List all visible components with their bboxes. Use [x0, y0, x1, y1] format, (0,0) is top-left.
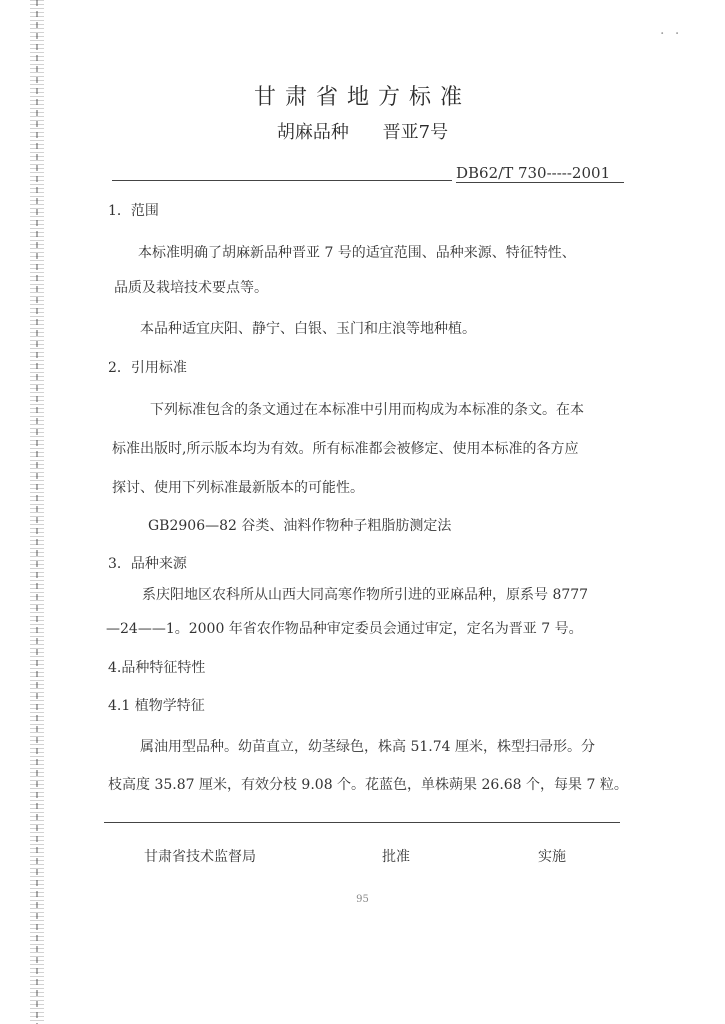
header-rule-left	[112, 180, 452, 181]
section-1-para-2-line-1: 本品种适宜庆阳、静宁、白银、玉门和庄浪等地种植。	[140, 321, 476, 337]
section-2-reference: GB2906—82 谷类、油料作物种子粗脂肪测定法	[148, 518, 452, 534]
section-2-para-1-line-2: 标准出版时,所示版本均为有效。所有标准都会被修定、使用本标准的各方应	[112, 441, 579, 457]
standard-code: DB62/T 730-----2001	[456, 164, 611, 182]
section-2-heading: 2．引用标准	[108, 360, 187, 376]
section-4-1-heading: 4.1 植物学特征	[108, 698, 205, 714]
footer-rule	[104, 822, 620, 823]
section-4-1-para-1-line-1: 属油用型品种。幼苗直立，幼茎绿色，株高 51.74 厘米，株型扫帚形。分	[140, 739, 595, 755]
corner-mark: · ·	[660, 26, 683, 42]
section-3-para-1-line-2: —24——1。2000 年省农作物品种审定委员会通过审定，定名为晋亚 7 号。	[106, 621, 583, 637]
section-3-heading: 3．品种来源	[108, 556, 187, 572]
footer-issuer: 甘肃省技术监督局	[144, 849, 256, 865]
section-2-para-1-line-3: 探讨、使用下列标准最新版本的可能性。	[112, 480, 364, 496]
scan-edge-dashes	[36, 0, 38, 1024]
header-rule-right	[456, 182, 624, 183]
section-4-1-para-1-line-2: 枝高度 35.87 厘米，有效分枝 9.08 个。花蓝色，单株蒴果 26.68 个，每果 7 粒。	[108, 777, 628, 793]
footer-implement: 实施	[538, 849, 566, 865]
section-1-para-1-line-1: 本标准明确了胡麻新品种晋亚 7 号的适宜范围、品种来源、特征特性、	[138, 245, 576, 261]
footer-approve: 批准	[382, 849, 410, 865]
section-3-para-1-line-1: 系庆阳地区农科所从山西大同高寒作物所引进的亚麻品种，原系号 8777	[142, 587, 589, 603]
document-title: 甘肃省地方标准	[253, 85, 471, 110]
section-1-para-1-line-2: 品质及栽培技术要点等。	[114, 280, 268, 296]
section-2-para-1-line-1: 下列标准包含的条文通过在本标准中引用而构成为本标准的条文。在本	[150, 402, 584, 418]
section-1-heading: 1．范围	[108, 203, 159, 219]
section-4-heading: 4.品种特征特性	[108, 660, 206, 676]
page-number: 95	[356, 894, 369, 905]
document-subtitle: 胡麻品种 晋亚7号	[276, 122, 449, 143]
